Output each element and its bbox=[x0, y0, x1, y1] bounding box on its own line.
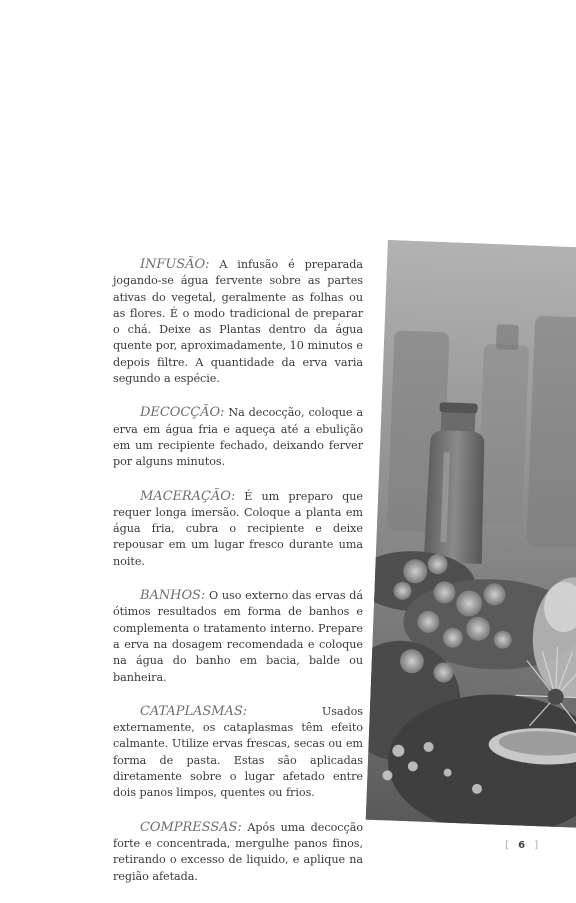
paragraph-cataplasmas bbox=[113, 704, 363, 802]
page-number-value: 6 bbox=[518, 840, 529, 851]
paragraph-banhos bbox=[113, 588, 363, 686]
photo-illustration bbox=[366, 240, 576, 828]
term-cataplasmas: CATAPLASMAS: bbox=[140, 703, 248, 719]
paragraph-text: O uso externo das ervas dá ótimos resultados em forma de banhos e complementa o tratamento interno. Prepare a erva na dosagem recomendada e coloque na água do banho em bacia, balde ou banheira. bbox=[113, 589, 363, 684]
paragraph-decoccao bbox=[113, 405, 363, 470]
page-number-bracket-left: [ bbox=[505, 840, 512, 851]
term-infusao: INFUSÃO: bbox=[140, 257, 210, 272]
paragraph-text: Usados externamente, os cataplasmas têm efeito calmante. Utilize ervas frescas, secas ou em forma de pasta. Estas são aplicadas diretamente sobre o lugar afetado entre dois panos limpos, quentes ou frios. bbox=[113, 704, 363, 800]
paragraph-infusao bbox=[113, 257, 363, 387]
paragraph-text: A infusão é preparada jogando-se água fervente sobre as partes ativas do vegetal, geralmente as folhas ou as flores. É o modo tradicional de preparar o chá. Deixe as Plantas dentro da água quente por, aproximadamente, 10 minutos e depois filtre. A quantidade da erva varia segundo a espécie. bbox=[113, 258, 363, 386]
term-decoccao: DECOCÇÃO: bbox=[140, 405, 225, 421]
paragraph-maceracao bbox=[113, 489, 363, 570]
paragraph-text: Após uma decocção forte e concentrada, mergulhe panos finos, retirando o excesso de liquido, e aplique na região afetada. bbox=[113, 820, 364, 883]
paragraph-compressas bbox=[113, 820, 363, 885]
page-number-bracket-right: ] bbox=[534, 840, 542, 851]
term-maceracao: MACERAÇÃO: bbox=[140, 488, 236, 504]
term-compressas: COMPRESSAS: bbox=[140, 819, 242, 835]
term-banhos: BANHOS: bbox=[140, 588, 206, 604]
herbal-bottles-photo bbox=[366, 240, 576, 828]
text-column bbox=[113, 257, 363, 903]
paragraph-text: É um preparo que requer longa imersão. Coloque a planta em água fria, cubra o recipiente e deixe repousar em um lugar fresco durante uma noite. bbox=[113, 489, 363, 568]
paragraph-text: Na decocção, coloque a erva em água fria e aqueça até a ebulição em um recipiente fechado, deixando ferver por alguns minutos. bbox=[113, 406, 363, 469]
page-number bbox=[505, 840, 541, 851]
